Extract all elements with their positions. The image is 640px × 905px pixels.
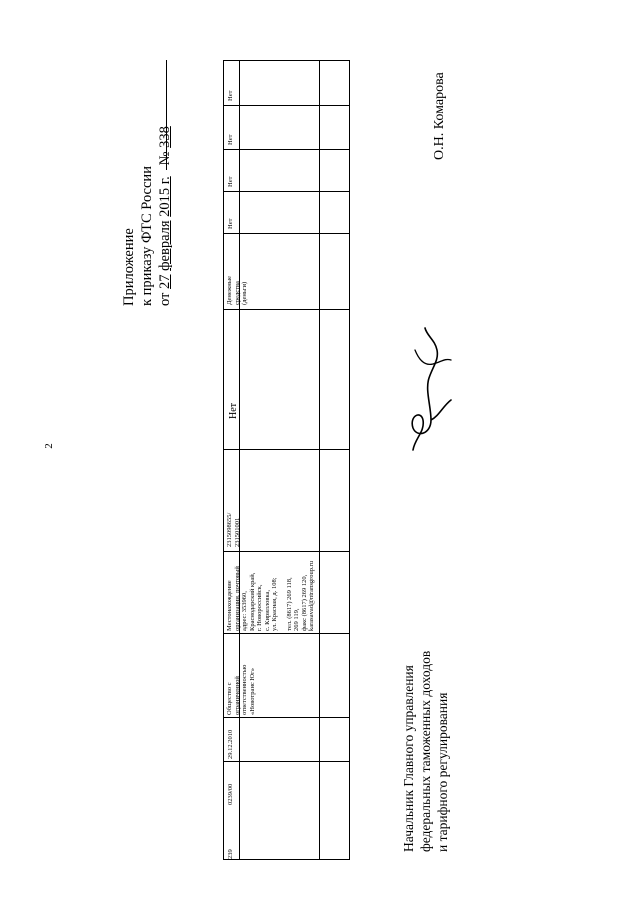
org-line: «Новотранс Юг»: [248, 667, 256, 715]
address-line: тел. (8617) 269 118,: [285, 577, 293, 631]
address-spacer: [279, 561, 286, 631]
address-line: ул. Красная, д. 108;: [271, 577, 278, 631]
org-line: ответственностью: [241, 664, 248, 715]
inn-line: 231501001: [233, 517, 241, 547]
column-divider: [224, 449, 349, 450]
column-divider: [224, 761, 349, 762]
column-divider: [224, 233, 349, 234]
cell-no-4: Нет: [227, 134, 234, 145]
money-line: (деньги): [241, 281, 248, 305]
signatory-name: О.Н. Комарова: [432, 72, 447, 160]
column-divider: [224, 309, 349, 310]
appendix-order-ref: к приказу ФТС России: [139, 166, 155, 306]
date-prefix: от: [157, 292, 173, 306]
date-month: февраля: [157, 220, 173, 271]
address-line: Местонахождение: [226, 580, 233, 631]
order-number-label: №: [157, 151, 173, 166]
date-day: 27: [157, 274, 173, 289]
column-divider: [224, 149, 349, 150]
address-line: организации, почтовый: [233, 566, 241, 631]
cell-no-3: Нет: [227, 176, 234, 187]
signatory-position-line: и тарифного регулирования: [435, 692, 450, 852]
column-divider: [224, 633, 349, 634]
address-line: karasavad@ntransgroup.ru: [308, 560, 315, 631]
column-divider: [224, 717, 349, 718]
signatory-position-line: Начальник Главного управления: [401, 665, 416, 852]
cell-no-5: Нет: [227, 90, 234, 101]
cell-num: 239: [227, 849, 234, 859]
column-divider: [224, 105, 349, 106]
cell-code: 0239/00: [227, 783, 234, 805]
money-line: средства: [233, 281, 241, 305]
registry-table: [223, 60, 350, 860]
cell-no-1: Нет: [228, 402, 239, 419]
address-line: Краснодарский край,: [248, 572, 256, 631]
cell-inn: [226, 513, 241, 547]
page-number: 2: [42, 443, 55, 449]
address-line: с. Кирилловка,: [263, 589, 271, 631]
cell-address: [226, 561, 316, 631]
order-number-rule: [166, 60, 167, 170]
money-line: Денежные: [226, 276, 233, 305]
address-line: г. Новороссийск,: [256, 584, 263, 631]
cell-no-2: Нет: [227, 218, 234, 229]
org-line: ограниченной: [233, 676, 241, 715]
column-divider: [224, 191, 349, 192]
order-number: 338: [157, 126, 173, 148]
cell-money: [226, 276, 249, 305]
handwritten-signature: [395, 320, 465, 460]
org-line: Общество с: [226, 682, 233, 715]
cell-date: 29.12.2010: [227, 729, 234, 759]
appendix-order-date: [156, 126, 174, 306]
date-year: 2015 г.: [157, 176, 173, 217]
row-divider: [319, 61, 320, 859]
address-line: адрес: 353960,: [241, 591, 248, 631]
row-divider: [239, 61, 240, 859]
address-line: факс (8617) 269 120,: [300, 574, 308, 631]
address-line: 269 119,: [293, 608, 300, 631]
column-divider: [224, 551, 349, 552]
cell-org: [226, 665, 256, 715]
inn-line: 2315098655/: [226, 512, 233, 547]
signatory-position-line: федеральных таможенных доходов: [418, 650, 433, 852]
appendix-title: Приложение: [121, 228, 137, 306]
